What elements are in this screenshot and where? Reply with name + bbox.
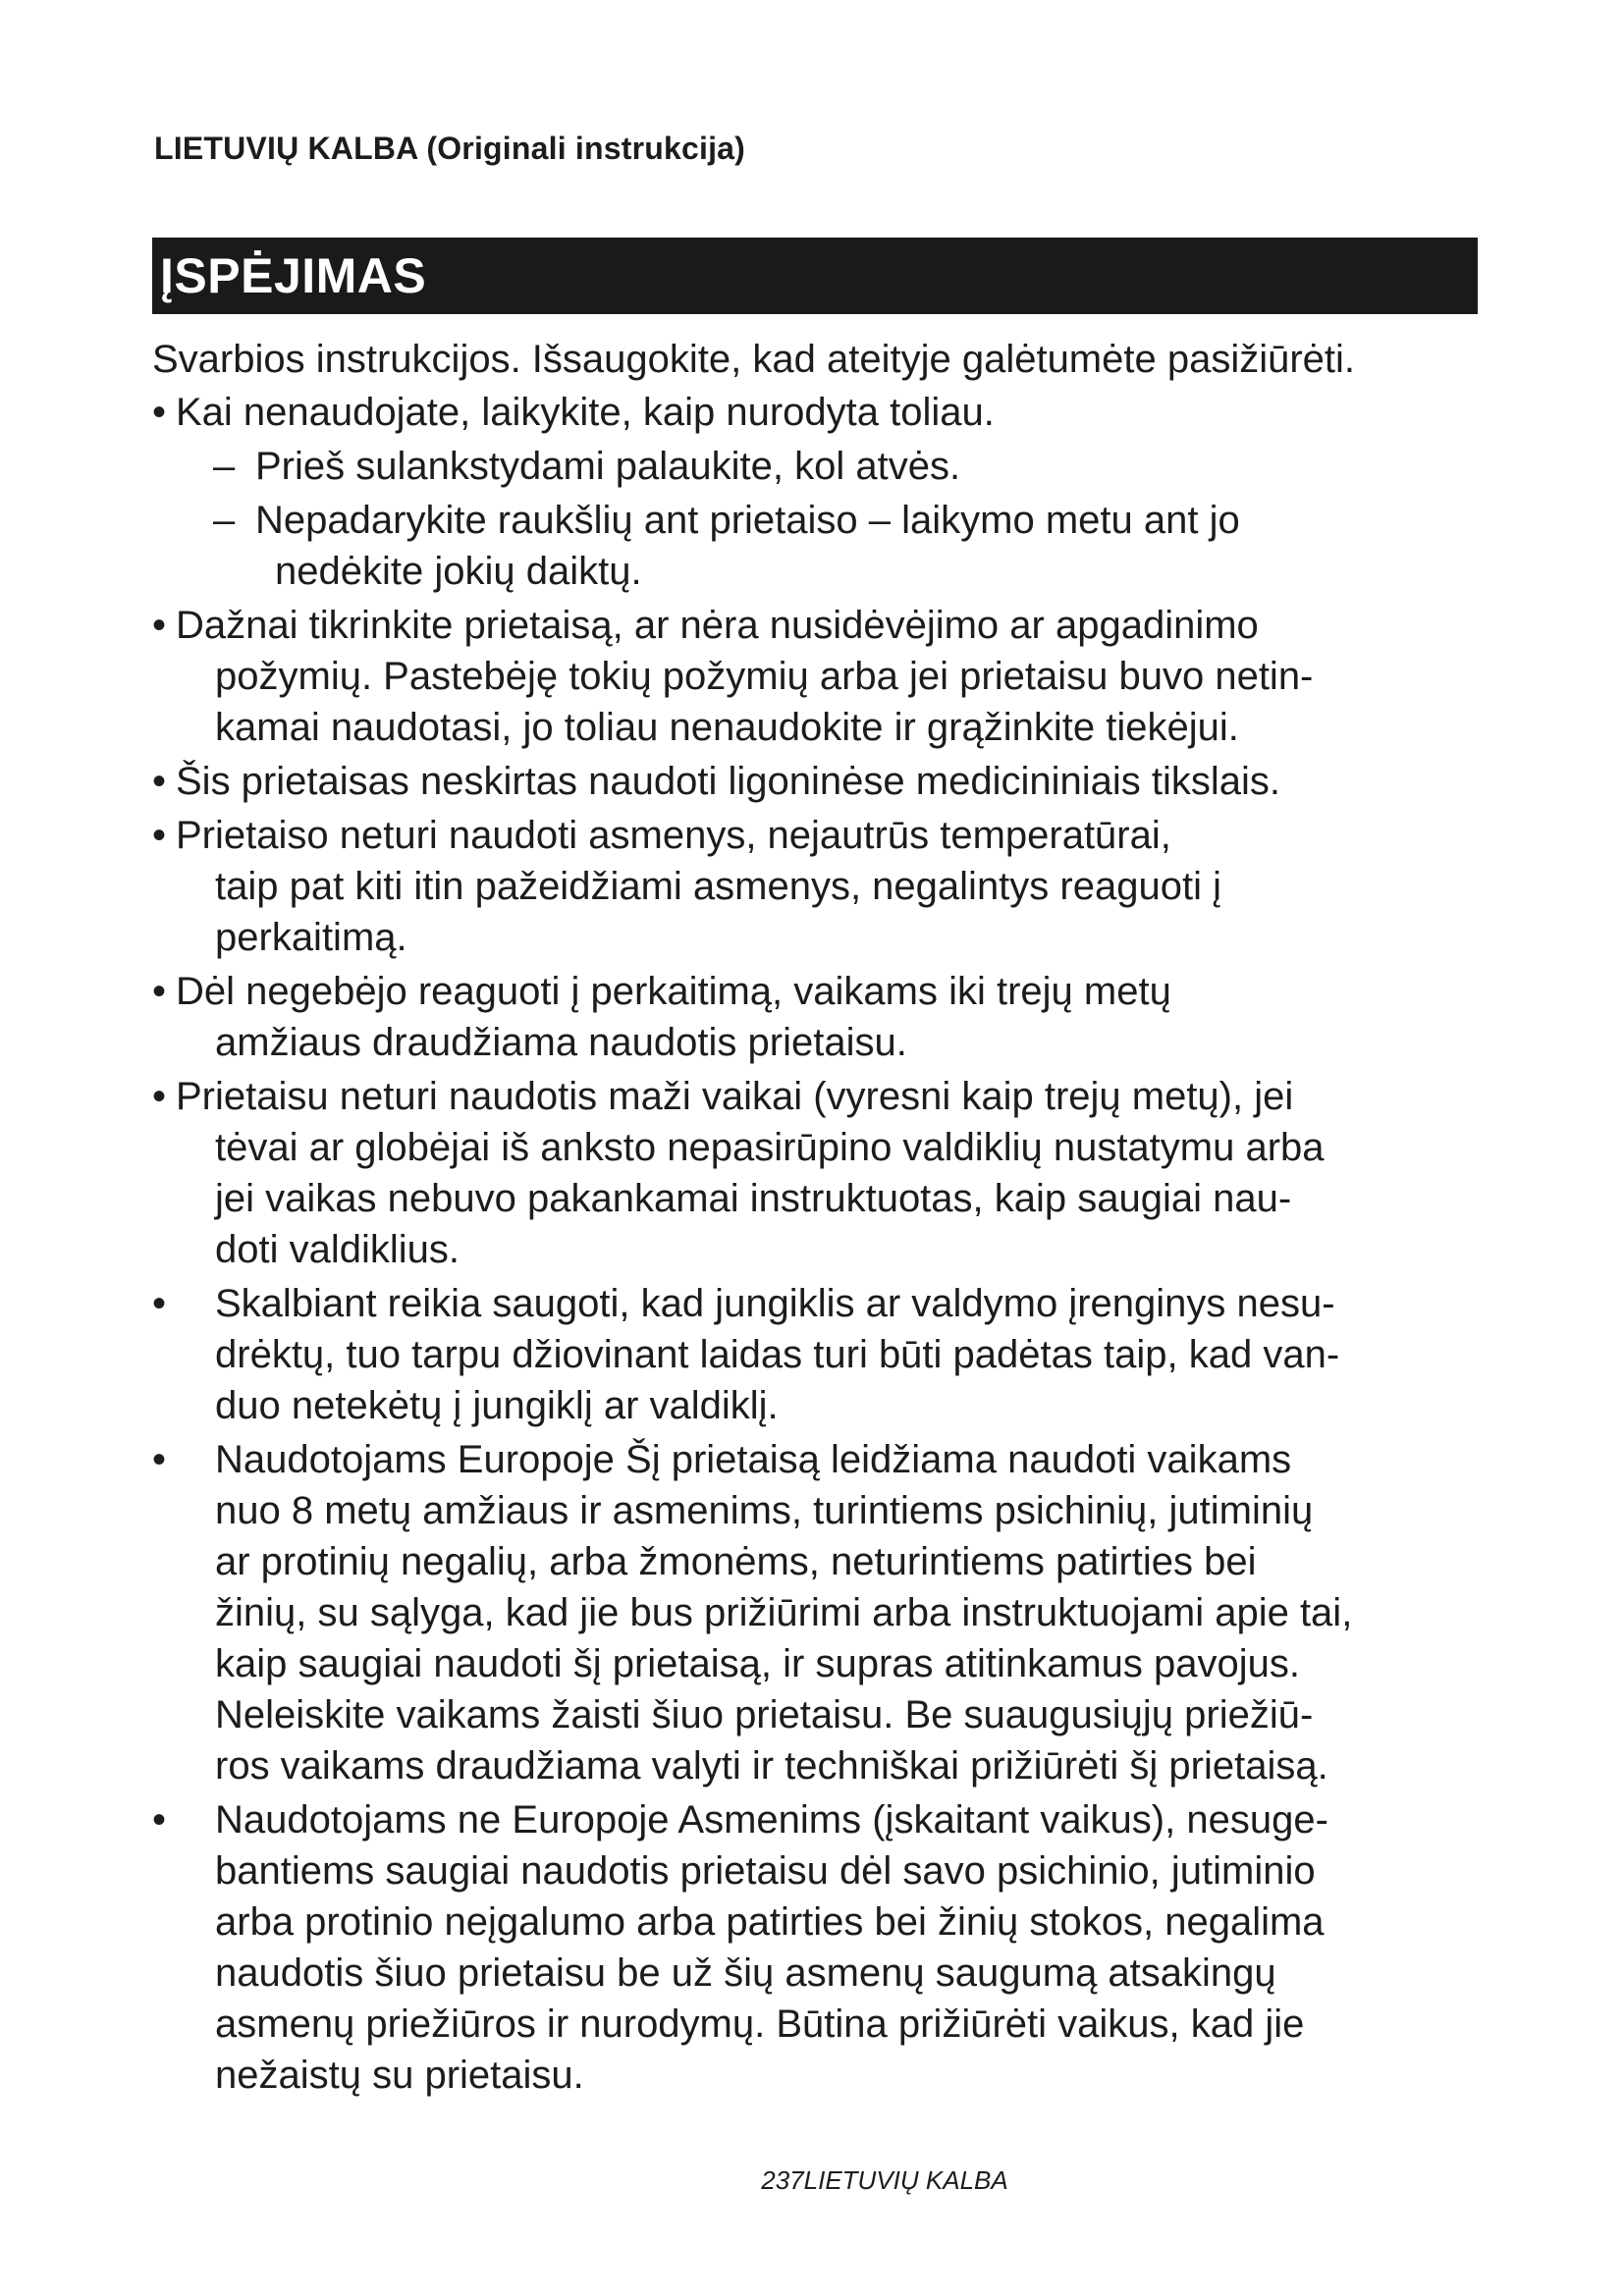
list-item-text: asmenų priežiūros ir nurodymų. Būtina prižiūrėti vaikus, kad jie xyxy=(215,2002,1305,2046)
bullet: • xyxy=(152,1798,167,1842)
list-item-text: Skalbiant reikia saugoti, kad jungiklis ar valdymo įrenginys nesu- xyxy=(215,1282,1335,1325)
warning-title: ĮSPĖJIMAS xyxy=(160,248,427,303)
dash: – xyxy=(213,445,236,488)
list-item-text: ros vaikams draudžiama valyti ir techniškai prižiūrėti šį prietaisą. xyxy=(215,1744,1328,1788)
list-item xyxy=(152,387,1497,438)
list-item-text: Šis prietaisas neskirtas naudoti ligoninėse medicininiais tikslais. xyxy=(176,760,1280,803)
bullet: • xyxy=(152,760,167,803)
list-item xyxy=(152,1071,1497,1275)
sub-item-text: Prieš sulankstydami palaukite, kol atvės. xyxy=(255,445,961,488)
list-item xyxy=(152,966,1497,1068)
bullet: • xyxy=(152,1282,167,1325)
list-item-text: Prietaisu neturi naudotis maži vaikai (vyresni kaip trejų metų), jei xyxy=(176,1075,1294,1118)
list-item xyxy=(152,810,1497,963)
bullet: • xyxy=(152,1438,167,1481)
page-footer xyxy=(0,2165,1624,2196)
warning-banner xyxy=(152,238,1478,314)
list-item-text: nežaistų su prietaisu. xyxy=(215,2054,584,2097)
list-item-text: Prietaiso neturi naudoti asmenys, nejautrūs temperatūrai, xyxy=(176,814,1171,857)
list-item-text: Dažnai tikrinkite prietaisą, ar nėra nusidėvėjimo ar apgadinimo xyxy=(176,604,1259,647)
list-item-text: požymių. Pastebėję tokių požymių arba jei prietaisu buvo netin- xyxy=(215,655,1314,698)
warning-content xyxy=(152,334,1497,2104)
intro-text: Svarbios instrukcijos. Išsaugokite, kad ateityje galėtumėte pasižiūrėti. xyxy=(152,338,1356,381)
list-item-text: Neleiskite vaikams žaisti šiuo prietaisu. Be suaugusiųjų priežiū- xyxy=(215,1693,1314,1736)
list-item xyxy=(152,756,1497,807)
list-item-text: amžiaus draudžiama naudotis prietaisu. xyxy=(215,1021,907,1064)
list-item-text: perkaitimą. xyxy=(215,916,407,959)
list-item-text: ar protinių negalių, arba žmonėms, neturintiems patirties bei xyxy=(215,1540,1257,1583)
list-item-text: jei vaikas nebuvo pakankamai instruktuotas, kaip saugiai nau- xyxy=(215,1177,1292,1220)
list-item xyxy=(152,1278,1497,1431)
list-item-text: drėktų, tuo tarpu džiovinant laidas turi būti padėtas taip, kad van- xyxy=(215,1333,1340,1376)
page-number-label: 237LIETUVIŲ KALBA xyxy=(761,2165,1008,2195)
list-item-text: kamai naudotasi, jo toliau nenaudokite ir grąžinkite tiekėjui. xyxy=(215,706,1239,749)
list-item-text: doti valdiklius. xyxy=(215,1228,460,1271)
list-item-text: Dėl negebėjo reaguoti į perkaitimą, vaikams iki trejų metų xyxy=(176,970,1171,1013)
sub-item xyxy=(152,495,1497,597)
list-item-text: arba protinio neįgalumo arba patirties bei žinių stokos, negalima xyxy=(215,1900,1325,1944)
dash: – xyxy=(213,499,236,542)
bullet: • xyxy=(152,814,167,857)
sub-item-text: Nepadarykite raukšlių ant prietaiso – laikymo metu ant jo xyxy=(255,499,1240,542)
bullet: • xyxy=(152,604,167,647)
list-item xyxy=(152,600,1497,753)
list-item-text: Kai nenaudojate, laikykite, kaip nurodyta toliau. xyxy=(176,391,995,434)
bullet: • xyxy=(152,391,167,434)
list-item-text: bantiems saugiai naudotis prietaisu dėl savo psichinio, jutiminio xyxy=(215,1849,1316,1893)
bullet: • xyxy=(152,1075,167,1118)
sub-item xyxy=(152,441,1497,492)
bullet: • xyxy=(152,970,167,1013)
list-item-text: žinių, su sąlyga, kad jie bus prižiūrimi arba instruktuojami apie tai, xyxy=(215,1591,1353,1634)
list-item-text: taip pat kiti itin pažeidžiami asmenys, negalintys reaguoti į xyxy=(215,865,1221,908)
sub-item-text: nedėkite jokių daiktų. xyxy=(275,550,642,593)
list-item-text: naudotis šiuo prietaisu be už šių asmenų saugumą atsakingų xyxy=(215,1951,1276,1995)
list-item-text: Naudotojams ne Europoje Asmenims (įskaitant vaikus), nesuge- xyxy=(215,1798,1328,1842)
list-item-text: nuo 8 metų amžiaus ir asmenims, turintiems psichinių, jutiminių xyxy=(215,1489,1314,1532)
list-item-text: kaip saugiai naudoti šį prietaisą, ir supras atitinkamus pavojus. xyxy=(215,1642,1301,1685)
list-item xyxy=(152,1434,1497,1791)
list-item xyxy=(152,1794,1497,2101)
list-item-text: duo netekėtų į jungiklį ar valdiklį. xyxy=(215,1384,779,1427)
language-header: LIETUVIŲ KALBA (Originali instrukcija) xyxy=(154,131,746,166)
list-item-text: Naudotojams Europoje Šį prietaisą leidžiama naudoti vaikams xyxy=(215,1438,1292,1481)
list-item-text: tėvai ar globėjai iš anksto nepasirūpino valdiklių nustatymu arba xyxy=(215,1126,1325,1169)
